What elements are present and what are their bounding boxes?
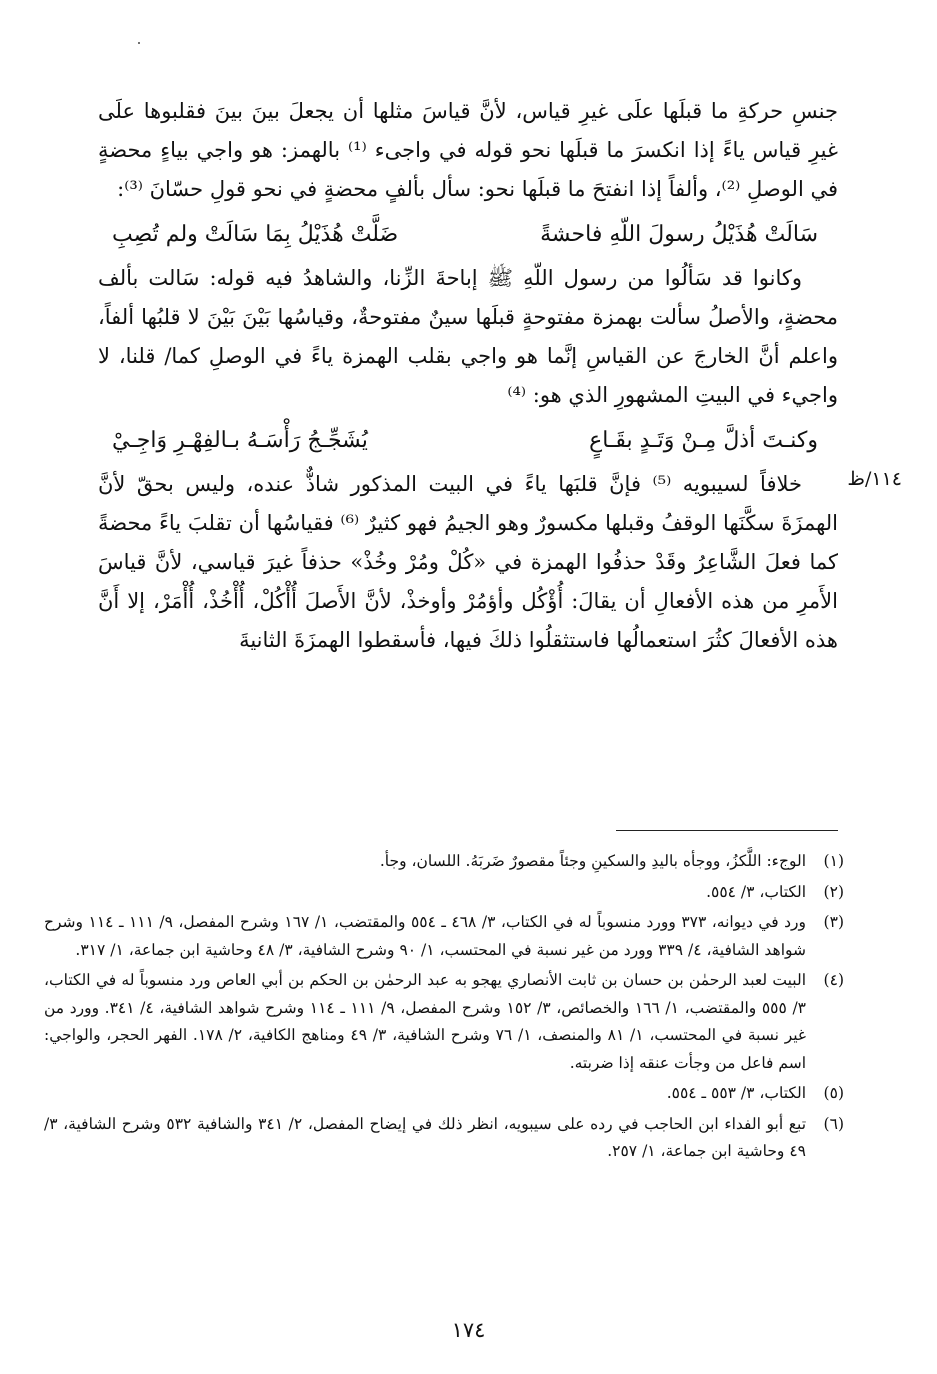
verse-2-first-hemistich: وكنـتَ أذلَّ مِـنْ وَتَـدٍ بقَـاعٍ xyxy=(589,428,818,453)
footnote-3 xyxy=(44,909,844,964)
footnote-text: الكتاب، ٣/ ٥٥٣ ـ ٥٥٤. xyxy=(666,1084,806,1102)
footnote-5 xyxy=(44,1080,844,1108)
footnote-2 xyxy=(44,879,844,907)
footnote-number: (٣) xyxy=(823,913,844,931)
footnote-text: البيت لعبد الرحمٰن بن حسان بن ثابت الأنصاري يهجو به عبد الرحمٰن بن الحكم بن أبي العاص ورد منسوباً له في الكتاب، ٣/ ٥٥٥ والمقتضب، ١/ ١٦٦ والخصائص، ٣/ ١٥٢ وشرح المفصل، ٩/ ١١١ ـ ١١٤ وشرح شواهد الشافية، ٤/ ٣٤١. وورد من غير نسبة في المحتسب، ١/ ٨١ والمنصف، ١/ ٧٦ وشرح الشافية، ٣/ ٤٩ ومناهج الكافية، ٢/ ١٧٨. الفهر الحجر، والواجي: اسم فاعل من وجأت عنقه إذا ضربته. xyxy=(44,971,807,1072)
main-text xyxy=(98,92,838,660)
footnote-text: تبع أبو الفداء ابن الحاجب في رده على سيبويه، انظر ذلك في إيضاح المفصل، ٢/ ٣٤١ والشافية ٥٣٢ وشرح الشافية، ٣/ ٤٩ وحاشية ابن جماعة، ١/ ٢٥٧. xyxy=(44,1114,807,1160)
paragraph-1: جنسِ حركةِ ما قبلَها علَى غيرِ قياس، لأنَّ قياسَ مثلها أن يجعلَ بينَ بينَ فقلبوها علَى غيرِ قياس ياءً إذا انكسرَ ما قبلَها نحو قوله في واجىء ⁽¹⁾ بالهمز: هو واجي بياءٍ محضةٍ في الوصلِ ⁽²⁾، وألفاً إذا انفتحَ ما قبلَها نحو: سأل بألفٍ محضةٍ في نحو قولِ حسّانَ ⁽³⁾: xyxy=(98,99,839,201)
paragraph-2: وكانوا قد سَألُوا من رسول اللّهِ ﷺ إباحةَ الزِّنا، والشاهدُ فيه قوله: سَالت بألف محضةٍ، والأصلُ سألت بهمزة مفتوحةٍ قبلَها سينٌ مفتوحةٌ، وقياسُها بَيْنَ بَيْنَ لا قلبُها ألفاً، واعلم أنَّ الخارجَ عن القياسِ إنَّما هو واجي بقلب الهمزة ياءً في الوصلِ كما/ قلنا، لا واجيء في البيتِ المشهورِ الذي هو: ⁽⁴⁾ xyxy=(98,266,838,407)
footnote-number: (١) xyxy=(823,852,844,870)
footnote-number: (٤) xyxy=(823,971,844,989)
verse-2 xyxy=(98,419,838,463)
footnote-text: ورد في ديوانه، ٣٧٣ وورد منسوباً له في الكتاب، ٣/ ٤٦٨ ـ ٥٥٤ والمقتضب، ١/ ١٦٧ وشرح المفصل، ٩/ ١١١ ـ ١١٤ وشرح شواهد الشافية، ٤/ ٣٣٩ وورد من غير نسبة في المحتسب، ١/ ٩٠ وشرح الشافية، ٣/ ٤٨ وحاشية ابن جماعة، ١/ ٣١٧. xyxy=(44,913,807,959)
verse-1 xyxy=(98,213,838,257)
scan-speck xyxy=(138,42,140,44)
footnote-number: (٢) xyxy=(823,882,844,901)
footnotes xyxy=(44,848,844,1169)
footnote-6 xyxy=(44,1111,844,1166)
verse-1-second-hemistich: ضَلَّتْ هُذَيْلُ بِمَا سَالَتْ ولم تُصِبِ xyxy=(112,222,399,247)
footnote-number: (٦) xyxy=(823,1114,844,1133)
footnote-text: الوجء: اللَّكزُ، ووجأه باليدِ والسكينِ وجئاً مقصورٌ ضَربَهُ. اللسان، وجأ. xyxy=(379,852,806,870)
footnote-1 xyxy=(44,848,844,876)
footnote-number: (٥) xyxy=(823,1084,844,1102)
footnote-separator xyxy=(616,830,838,831)
footnote-4 xyxy=(44,967,844,1077)
page-number: ١٧٤ xyxy=(451,1318,486,1342)
verse-2-second-hemistich: يُشَجِّـجُ رَأْسَـهُ بـالفِهْـرِ وَاجِـيْ xyxy=(112,428,368,453)
manuscript-folio-marker: ١١٤/ظ xyxy=(847,468,902,490)
paragraph-3: خلافاً لسيبويه ⁽⁵⁾ فإنَّ قلبَها ياءً في البيت المذكور شاذٌّ عنده، وليس بحقّ لأنَّ الهمزَةَ سكَّنَها الوقفُ وقبلها مكسورٌ وهو الجيمُ فهو كثيرٌ ⁽⁶⁾ فقياسُها أن تقلبَ ياءً محضةً كما فعلَ الشَّاعِرُ وقَدْ حذفُوا الهمزة في «كُلْ ومُرْ وخُذْ» حذفاً غيرَ قياسي، لأنَّ قياسَ الأَمرِ من هذه الأفعالِ أن يقالَ: أُؤْكُل وأؤمُرْ وأوخذْ، لأنَّ الأَصلَ أُأْكُلْ، أُأْخُذْ، أُأْمَرْ، إلا أَنَّ هذه الأفعالَ كثُرَ استعمالُها فاستثقلُوا ذلكَ فيها، فأسقطوا الهمزَةَ الثانيةَ xyxy=(98,472,838,652)
verse-1-first-hemistich: سَالَتْ هُذَيْلُ رسولَ اللّهِ فاحشةً xyxy=(540,222,818,247)
footnote-text: الكتاب، ٣/ ٥٥٤. xyxy=(706,882,806,901)
